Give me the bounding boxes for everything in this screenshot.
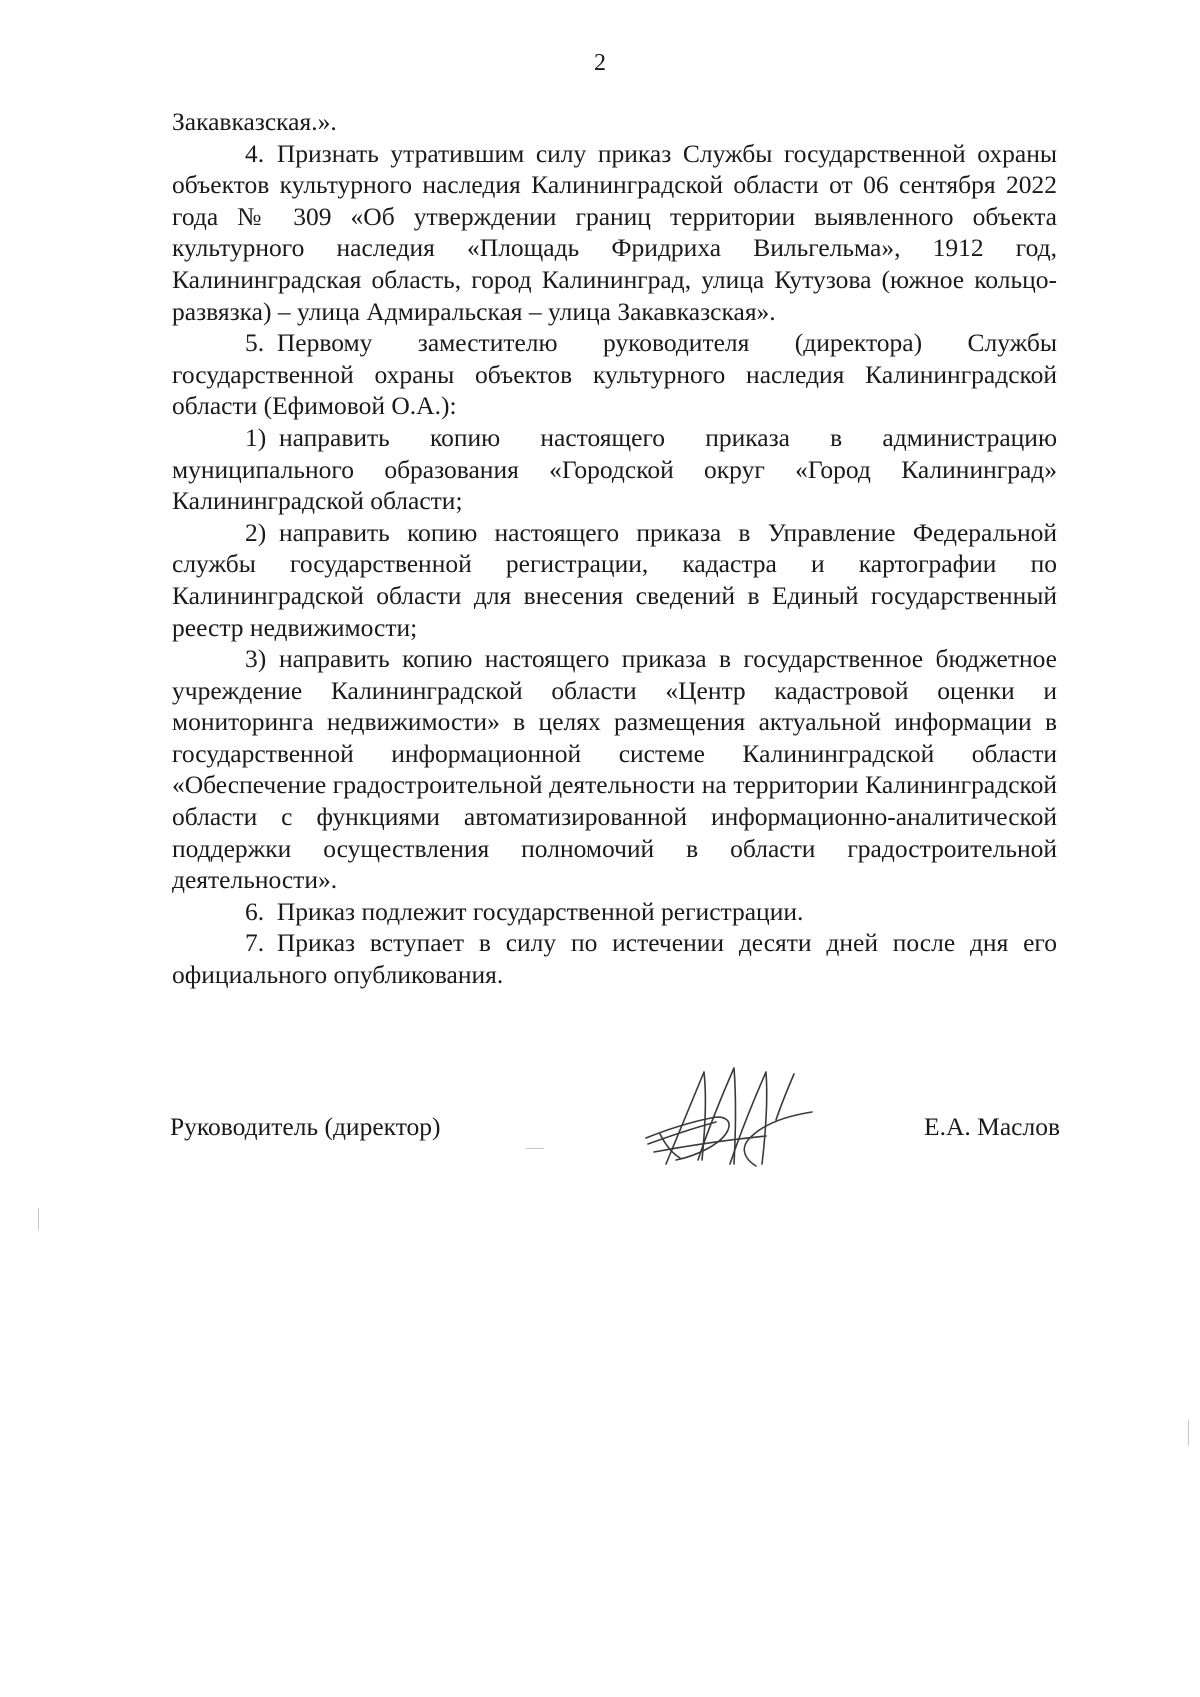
paragraph-subitem-1: 1) направить копию настоящего приказа в администрацию муниципального образования «Городской округ «Город Калининград» Калининградской области;	[172, 422, 1057, 516]
signature-row	[170, 1110, 1060, 1150]
paragraph-item-6: 6. Приказ подлежит государственной регистрации.	[245, 896, 804, 926]
signer-name: Е.А. Маслов	[924, 1112, 1060, 1141]
scan-artifact	[38, 1208, 39, 1230]
paragraph-item-5: 5. Первому заместителю руководителя (директора) Службы государственной охраны объектов культурного наследия Калининградской области (Ефимовой О.А.):	[172, 328, 1057, 421]
signer-role: Руководитель (директор)	[170, 1112, 441, 1141]
paragraph-continuation: Закавказская.».	[172, 107, 337, 136]
page-number: 2	[594, 50, 606, 76]
paragraph-item-7: 7. Приказ вступает в силу по истечении десяти дней после дня его официального опубликования.	[172, 928, 1057, 990]
scan-artifact	[526, 1148, 544, 1149]
document-body	[172, 106, 1057, 991]
paragraph-item-4: 4. Признать утратившим силу приказ Службы государственной охраны объектов культурного наследия Калининградской области от 06 сентября 2022 года № 309 «Об утверждении границ территории выявленного объекта культурного наследия «Площадь Фридриха Вильгельма», 1912 год, Калининградская область, город Калининград, улица Кутузова (южное кольцо-развязка) – улица Адмиральская – улица Закавказская».	[172, 138, 1057, 326]
paragraph-subitem-2: 2) направить копию настоящего приказа в Управление Федеральной службы государственной регистрации, кадастра и картографии по Калининградской области для внесения сведений в Единый государственный реестр недвижимости;	[172, 517, 1057, 642]
scan-artifact	[1188, 1420, 1189, 1446]
handwritten-signature	[636, 1060, 826, 1180]
paragraph-subitem-3: 3) направить копию настоящего приказа в государственное бюджетное учреждение Калининградской области «Центр кадастровой оценки и мониторинга недвижимости» в целях размещения актуальной информации в государственной информационной системе Калининградской области «Обеспечение градостроительной деятельности на территории Калининградской области с функциями автоматизированной информационно-аналитической поддержки осуществления полномочий в области градостроительной деятельности».	[172, 644, 1057, 895]
